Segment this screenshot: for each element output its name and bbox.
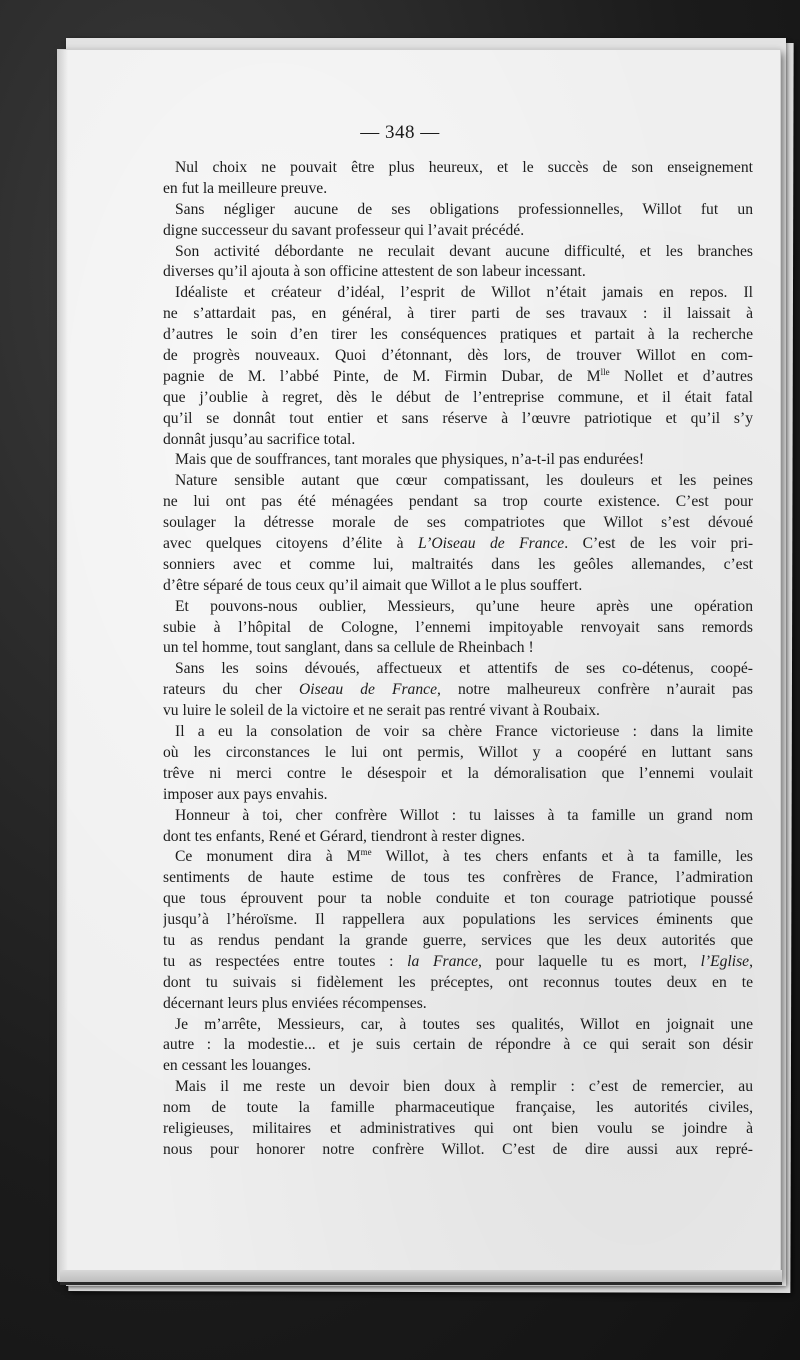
body-text <box>163 158 753 1161</box>
text-segment: Nollet et d’autres <box>609 367 753 385</box>
text-segment: Ce monument dira à M <box>175 848 361 866</box>
text-line <box>163 722 753 743</box>
text-segment: sonniers avec et comme lui, maltraités dans les geôles allemandes, c’est <box>163 555 753 573</box>
text-line <box>163 513 753 534</box>
text-line <box>163 346 753 367</box>
text-segment: que tous éprouvent pour ta noble conduite et ton courage patriotique poussé <box>163 890 753 908</box>
text-line <box>163 973 753 994</box>
text-line <box>163 158 753 179</box>
text-segment: Je m’arrête, Messieurs, car, à toutes ses qualités, Willot en joignait une <box>175 1015 753 1033</box>
text-line <box>163 325 753 346</box>
text-segment: tu as rendus pendant la grande guerre, services que les deux autorités que <box>163 931 753 949</box>
text-segment: Mais que de souffrances, tant morales que physiques, n’a-t-il pas endurées! <box>175 451 645 469</box>
text-segment: jusqu’à l’héroïsme. Il rappellera aux populations les services éminents que <box>163 911 753 929</box>
text-segment: de progrès nouveaux. Quoi d’étonnant, dès lors, de trouver Willot en com- <box>163 347 753 365</box>
text-line <box>163 638 753 659</box>
text-segment: d’être séparé de tous ceux qu’il aimait que Willot a le plus souffert. <box>163 576 583 594</box>
text-line <box>163 576 753 597</box>
text-line <box>163 471 753 492</box>
text-segment: nous pour honorer notre confrère Willot. C’est de dire aussi aux repré- <box>163 1140 753 1158</box>
text-line <box>163 764 753 785</box>
text-segment: dont tu suivais si fidèlement les préceptes, ont reconnus toutes deux en te <box>163 973 753 991</box>
text-segment: pagnie de M. l’abbé Pinte, de M. Firmin Dubar, de M <box>163 367 601 385</box>
text-segment: Mais il me reste un devoir bien doux à remplir : c’est de remercier, au <box>175 1078 753 1096</box>
text-line <box>163 847 753 868</box>
text-line <box>163 430 753 451</box>
italic-text: Oiseau de France <box>298 681 437 699</box>
text-segment: Sans les soins dévoués, affectueux et attentifs de ses co-détenus, coopé- <box>175 660 753 678</box>
text-segment: un tel homme, tout sanglant, dans sa cellule de Rheinbach ! <box>163 639 534 657</box>
text-segment: Nature sensible autant que cœur compatissant, les douleurs et les peines <box>175 472 753 490</box>
text-segment: Sans négliger aucune de ses obligations professionnelles, Willot fut un <box>175 200 753 218</box>
text-line <box>163 1098 753 1119</box>
text-segment: avec quelques citoyens d’élite à <box>163 535 419 553</box>
text-line <box>163 952 753 973</box>
text-segment: que j’oublie à regret, dès le début de l’entreprise commune, et il était fatal <box>163 388 753 406</box>
text-line <box>163 806 753 827</box>
text-segment: imposer aux pays envahis. <box>163 785 328 803</box>
text-line <box>163 200 753 221</box>
superscript-text: me <box>360 847 372 858</box>
italic-text: la France <box>407 952 479 970</box>
text-segment: , <box>749 952 753 970</box>
text-segment: d’autres le soin d’en tirer les conséquences pratiques et partait à la recherche <box>163 326 753 344</box>
text-segment: tu as respectées entre toutes : <box>163 952 408 970</box>
text-segment: Et pouvons-nous oublier, Messieurs, qu’une heure après une opération <box>175 597 753 615</box>
text-line <box>163 1015 753 1036</box>
text-segment: dont tes enfants, René et Gérard, tiendront à rester dignes. <box>163 827 525 845</box>
text-line <box>163 785 753 806</box>
text-segment: où les circonstances le lui ont permis, Willot y a coopéré en luttant sans <box>163 743 753 761</box>
text-line <box>163 367 753 388</box>
text-segment: , notre malheureux confrère n’aurait pas <box>437 681 753 699</box>
text-segment: Willot, à tes chers enfants et à ta famille, les <box>371 848 753 866</box>
text-line <box>163 597 753 618</box>
text-line <box>163 910 753 931</box>
text-line <box>163 262 753 283</box>
text-segment: diverses qu’il ajouta à son officine attestent de son labeur incessant. <box>163 263 586 281</box>
sheet-bottom-edge <box>60 1270 782 1285</box>
text-line <box>163 388 753 409</box>
text-line <box>163 1119 753 1140</box>
text-line <box>163 283 753 304</box>
text-line <box>163 450 753 471</box>
superscript-text: lle <box>600 366 610 377</box>
text-line <box>163 701 753 722</box>
text-line <box>163 889 753 910</box>
text-line <box>163 868 753 889</box>
text-line <box>163 179 753 200</box>
text-segment: autre : la modestie... et je suis certain de répondre à ce qui serait son désir <box>163 1036 753 1054</box>
text-line <box>163 492 753 513</box>
text-line <box>163 221 753 242</box>
text-line <box>163 743 753 764</box>
text-segment: vu luire le soleil de la victoire et ne serait pas rentré vivant à Roubaix. <box>163 702 600 720</box>
text-line <box>163 304 753 325</box>
text-segment: digne successeur du savant professeur qui l’avait précédé. <box>163 221 525 239</box>
text-line <box>163 1140 753 1161</box>
text-line <box>163 1056 753 1077</box>
text-segment: sentiments de haute estime de tous tes confrères de France, l’admiration <box>163 869 753 887</box>
text-segment: subie à l’hôpital de Cologne, l’ennemi impitoyable renvoyait sans remords <box>163 618 753 636</box>
text-segment: religieuses, militaires et administratives qui ont bien voulu se joindre à <box>163 1119 753 1137</box>
text-line <box>163 827 753 848</box>
text-line <box>163 409 753 430</box>
text-segment: en fut la meilleure preuve. <box>163 179 328 197</box>
italic-text: l’Eglise <box>700 952 750 970</box>
text-line <box>163 1077 753 1098</box>
text-line <box>163 618 753 639</box>
italic-text: L’Oiseau de France <box>418 535 565 553</box>
text-segment: soulager la détresse morale de ses compatriotes que Willot s’est dévoué <box>163 514 753 532</box>
text-segment: Il a eu la consolation de voir sa chère France victorieuse : dans la limite <box>175 723 753 741</box>
text-line <box>163 680 753 701</box>
text-segment: décernant leurs plus enviées récompenses. <box>163 994 427 1012</box>
text-segment: qu’il se donnât tout entier et sans réserve à l’œuvre patriotique et qu’il s’y <box>163 409 753 427</box>
sheet-left-edge <box>58 50 68 1282</box>
text-line <box>163 659 753 680</box>
text-line <box>163 931 753 952</box>
text-segment: ne s’attardait pas, en général, à tirer parti de ses travaux : il laissait à <box>163 305 753 323</box>
text-segment: nom de toute la famille pharmaceutique française, les autorités civiles, <box>163 1099 753 1117</box>
text-line <box>163 1035 753 1056</box>
text-segment: Nul choix ne pouvait être plus heureux, et le succès de son enseignement <box>175 159 753 176</box>
text-segment: donnât jusqu’au sacrifice total. <box>163 430 356 448</box>
text-segment: en cessant les louanges. <box>163 1057 312 1075</box>
page-number: — 348 — <box>360 122 440 143</box>
text-segment: Son activité débordante ne reculait devant aucune difficulté, et les branches <box>175 242 753 260</box>
text-segment: , pour laquelle tu es mort, <box>478 952 701 970</box>
text-line <box>163 242 753 263</box>
text-line <box>163 555 753 576</box>
text-segment: trêve ni merci contre le désespoir et la démoralisation que l’ennemi voulait <box>163 764 753 782</box>
text-segment: Honneur à toi, cher confrère Willot : tu laisses à ta famille un grand nom <box>175 806 753 824</box>
text-line <box>163 534 753 555</box>
text-segment: Idéaliste et créateur d’idéal, l’esprit de Willot n’était jamais en repos. Il <box>175 284 753 302</box>
text-segment: ne lui ont pas été ménagées pendant sa trop courte existence. C’est pour <box>163 493 753 511</box>
text-segment: rateurs du cher <box>163 681 299 699</box>
text-segment: . C’est de les voir pri- <box>564 535 753 553</box>
text-line <box>163 994 753 1015</box>
